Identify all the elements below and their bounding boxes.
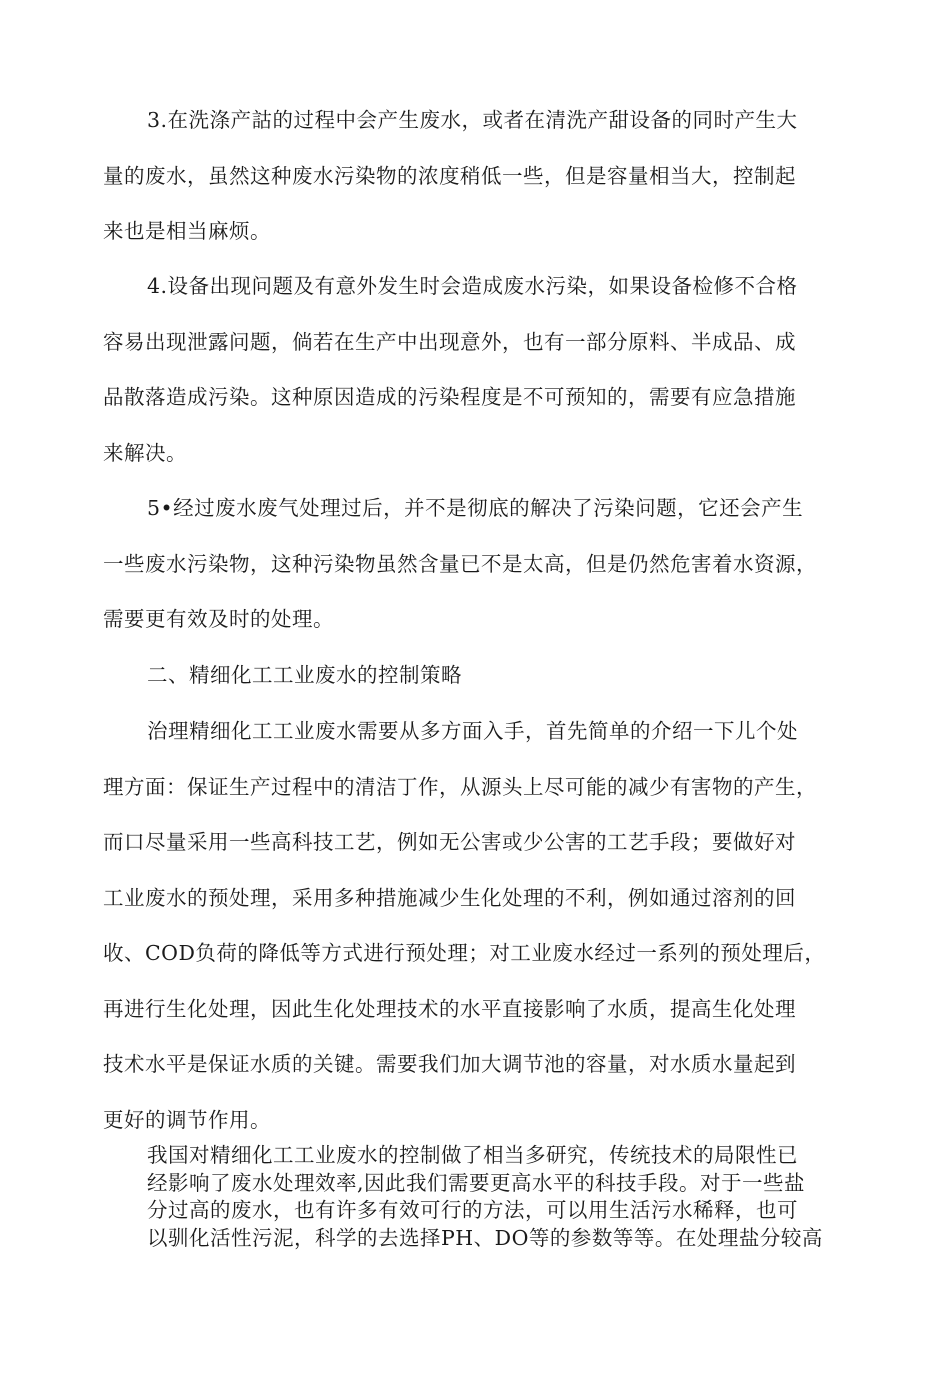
text-line: 容易出现泄露问题，倘若在生产中出现意外，也有一部分原料、半成品、成 xyxy=(103,329,796,354)
text-line: 治理精细化工工业废水需要从多方面入手，首先简单的介绍一下儿个处 xyxy=(147,719,798,743)
text-line: 量的废水，虽然这种废水污染物的浓度稍低一些，但是容量相当大，控制起 xyxy=(103,163,796,188)
text-line: 技术水平是保证水质的关键。需要我们加大调节池的容量，对水质水量起到 xyxy=(103,1052,796,1076)
text-line: 理方面：保证生产过程中的清洁丁作，从源头上尽可能的减少有害物的产生， xyxy=(103,774,817,799)
text-line: 需要更有效及时的处理。 xyxy=(103,607,334,631)
text-line: 工业废水的预处理，采用多种措施减少生化处理的不利，例如通过溶剂的回 xyxy=(103,885,796,910)
text-line: 来也是相当麻烦。 xyxy=(103,219,271,243)
text-line: 分过高的废水，也有许多有效可行的方法，可以用生活污水稀释，也可 xyxy=(147,1198,798,1222)
text-line: 更好的调节作用。 xyxy=(103,1107,271,1132)
text-line: 4.设备出现问题及有意外发生时会造成废水污染，如果设备检修不合格 xyxy=(147,274,798,298)
text-line: 5•经过废水废气处理过后，并不是彻底的解决了污染问题，它还会产生 xyxy=(147,496,804,520)
paragraph-item-4 xyxy=(103,259,855,481)
text-line: 一些废水污染物，这种污染物虽然含量已不是太高，但是仍然危害着水资源， xyxy=(103,551,817,576)
text-line: 以驯化活性污泥，科学的去选择PH、DO等的参数等等。在处理盐分较高 xyxy=(147,1225,823,1250)
text-line: 收、COD负荷的降低等方式进行预处理；对工业废水经过一系列的预处理后， xyxy=(103,941,826,965)
paragraph-strategy xyxy=(103,704,855,1148)
text-line: 来解决。 xyxy=(103,440,187,465)
text-line: 经影响了废水处理效率,因此我们需要更高水平的科技手段。对于一些盐 xyxy=(147,1170,806,1195)
section-heading xyxy=(103,648,855,704)
text-line: 我国对精细化工工业废水的控制做了相当多研究，传统技术的局限性已 xyxy=(147,1143,798,1167)
text-line: 再进行生化处理，因此生化处理技术的水平直接影响了水质，提高生化处理 xyxy=(103,996,796,1021)
paragraph-item-5 xyxy=(103,481,855,648)
heading-text: 二、精细化工工业废水的控制策略 xyxy=(147,663,462,687)
text-line: 3.在洗涤产詁的过程中会产生废水，或者在清洗产甜设备的同时产生大 xyxy=(147,108,798,132)
paragraph-item-3 xyxy=(103,93,855,260)
paragraph-research xyxy=(147,1142,855,1252)
text-line: 品散落造成污染。这种原因造成的污染程度是不可预知的，需要有应急措施 xyxy=(103,385,796,409)
text-line: 而口尽量采用一些高科技工艺，例如无公害或少公害的工艺手段；要做好对 xyxy=(103,830,796,854)
